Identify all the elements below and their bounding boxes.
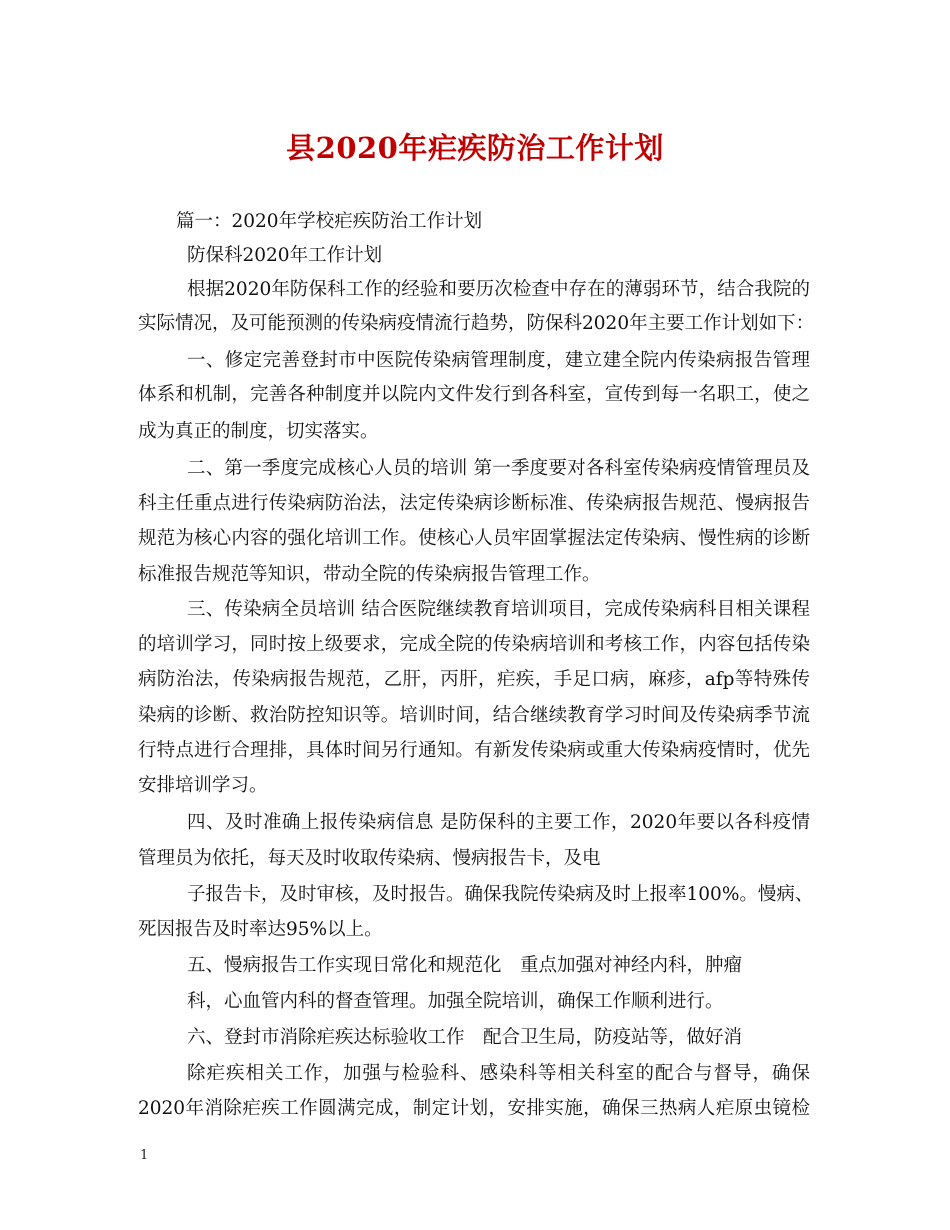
text-line-5: 一、修定完善登封市中医院传染病管理制度，建立建全院内传染病报告管理: [187, 350, 810, 371]
text-line-26: 2020年消除疟疾工作圆满完成，制定计划，安排实施，确保三热病人疟原虫镜检: [138, 1098, 810, 1119]
text-line-15: 染病的诊断、救治防控知识等。培训时间，结合继续教育学习时间及传染病季节流: [138, 705, 810, 726]
text-line-21: 死因报告及时率达95%以上。: [138, 919, 383, 940]
text-line-4: 实际情况，及可能预测的传染病疫情流行趋势，防保科2020年主要工作计划如下：: [138, 313, 815, 334]
text-line-1: 篇一：2020年学校疟疾防治工作计划: [176, 211, 483, 232]
text-line-14: 病防治法，传染病报告规范，乙肝，丙肝，疟疾，手足口病，麻疹，afp等特殊传: [138, 669, 810, 690]
text-line-11: 标准报告规范等知识，带动全院的传染病报告管理工作。: [138, 564, 601, 585]
text-line-13: 的培训学习，同时按上级要求，完成全院的传染病培训和考核工作，内容包括传染: [138, 634, 810, 655]
document-title: 县2020年疟疾防治工作计划: [286, 131, 664, 165]
text-line-8: 二、第一季度完成核心人员的培训 第一季度要对各科室传染病疫情管理员及: [187, 458, 810, 479]
text-line-2: 防保科2020年工作计划: [187, 245, 383, 266]
text-line-7: 成为真正的制度，切实落实。: [138, 421, 379, 442]
page-number: 1: [140, 1148, 149, 1163]
text-line-3: 根据2020年防保科工作的经验和要历次检查中存在的薄弱环节，结合我院的: [187, 279, 810, 300]
text-line-10: 规范为核心内容的强化培训工作。使核心人员牢固掌握法定传染病、慢性病的诊断: [138, 528, 810, 549]
text-line-18: 四、及时准确上报传染病信息 是防保科的主要工作，2020年要以各科疫情: [187, 812, 810, 833]
text-line-22: 五、慢病报告工作实现日常化和规范化 重点加强对神经内科，肿瘤: [187, 955, 743, 976]
text-line-9: 科主任重点进行传染病防治法，法定传染病诊断标准、传染病报告规范、慢病报告: [138, 493, 810, 514]
text-line-19: 管理员为依托，每天及时收取传染病、慢病报告卡，及电: [138, 848, 601, 869]
text-line-24: 六、登封市消除疟疾达标验收工作 配合卫生局，防疫站等，做好消: [187, 1027, 743, 1048]
text-line-16: 行特点进行合理排，具体时间另行通知。有新发传染病或重大传染病疫情时，优先: [138, 740, 810, 761]
text-line-25: 除疟疾相关工作，加强与检验科、感染科等相关科室的配合与督导，确保: [187, 1063, 810, 1084]
text-line-6: 体系和机制，完善各种制度并以院内文件发行到各科室，宣传到每一名职工，使之: [138, 384, 810, 405]
text-line-12: 三、传染病全员培训 结合医院继续教育培训项目，完成传染病科目相关课程: [187, 599, 810, 620]
text-line-23: 科，心血管内科的督查管理。加强全院培训，确保工作顺利进行。: [187, 991, 724, 1012]
text-line-17: 安排培训学习。: [138, 775, 268, 796]
text-line-20: 子报告卡，及时审核，及时报告。确保我院传染病及时上报率100%。慢病、: [187, 884, 814, 905]
